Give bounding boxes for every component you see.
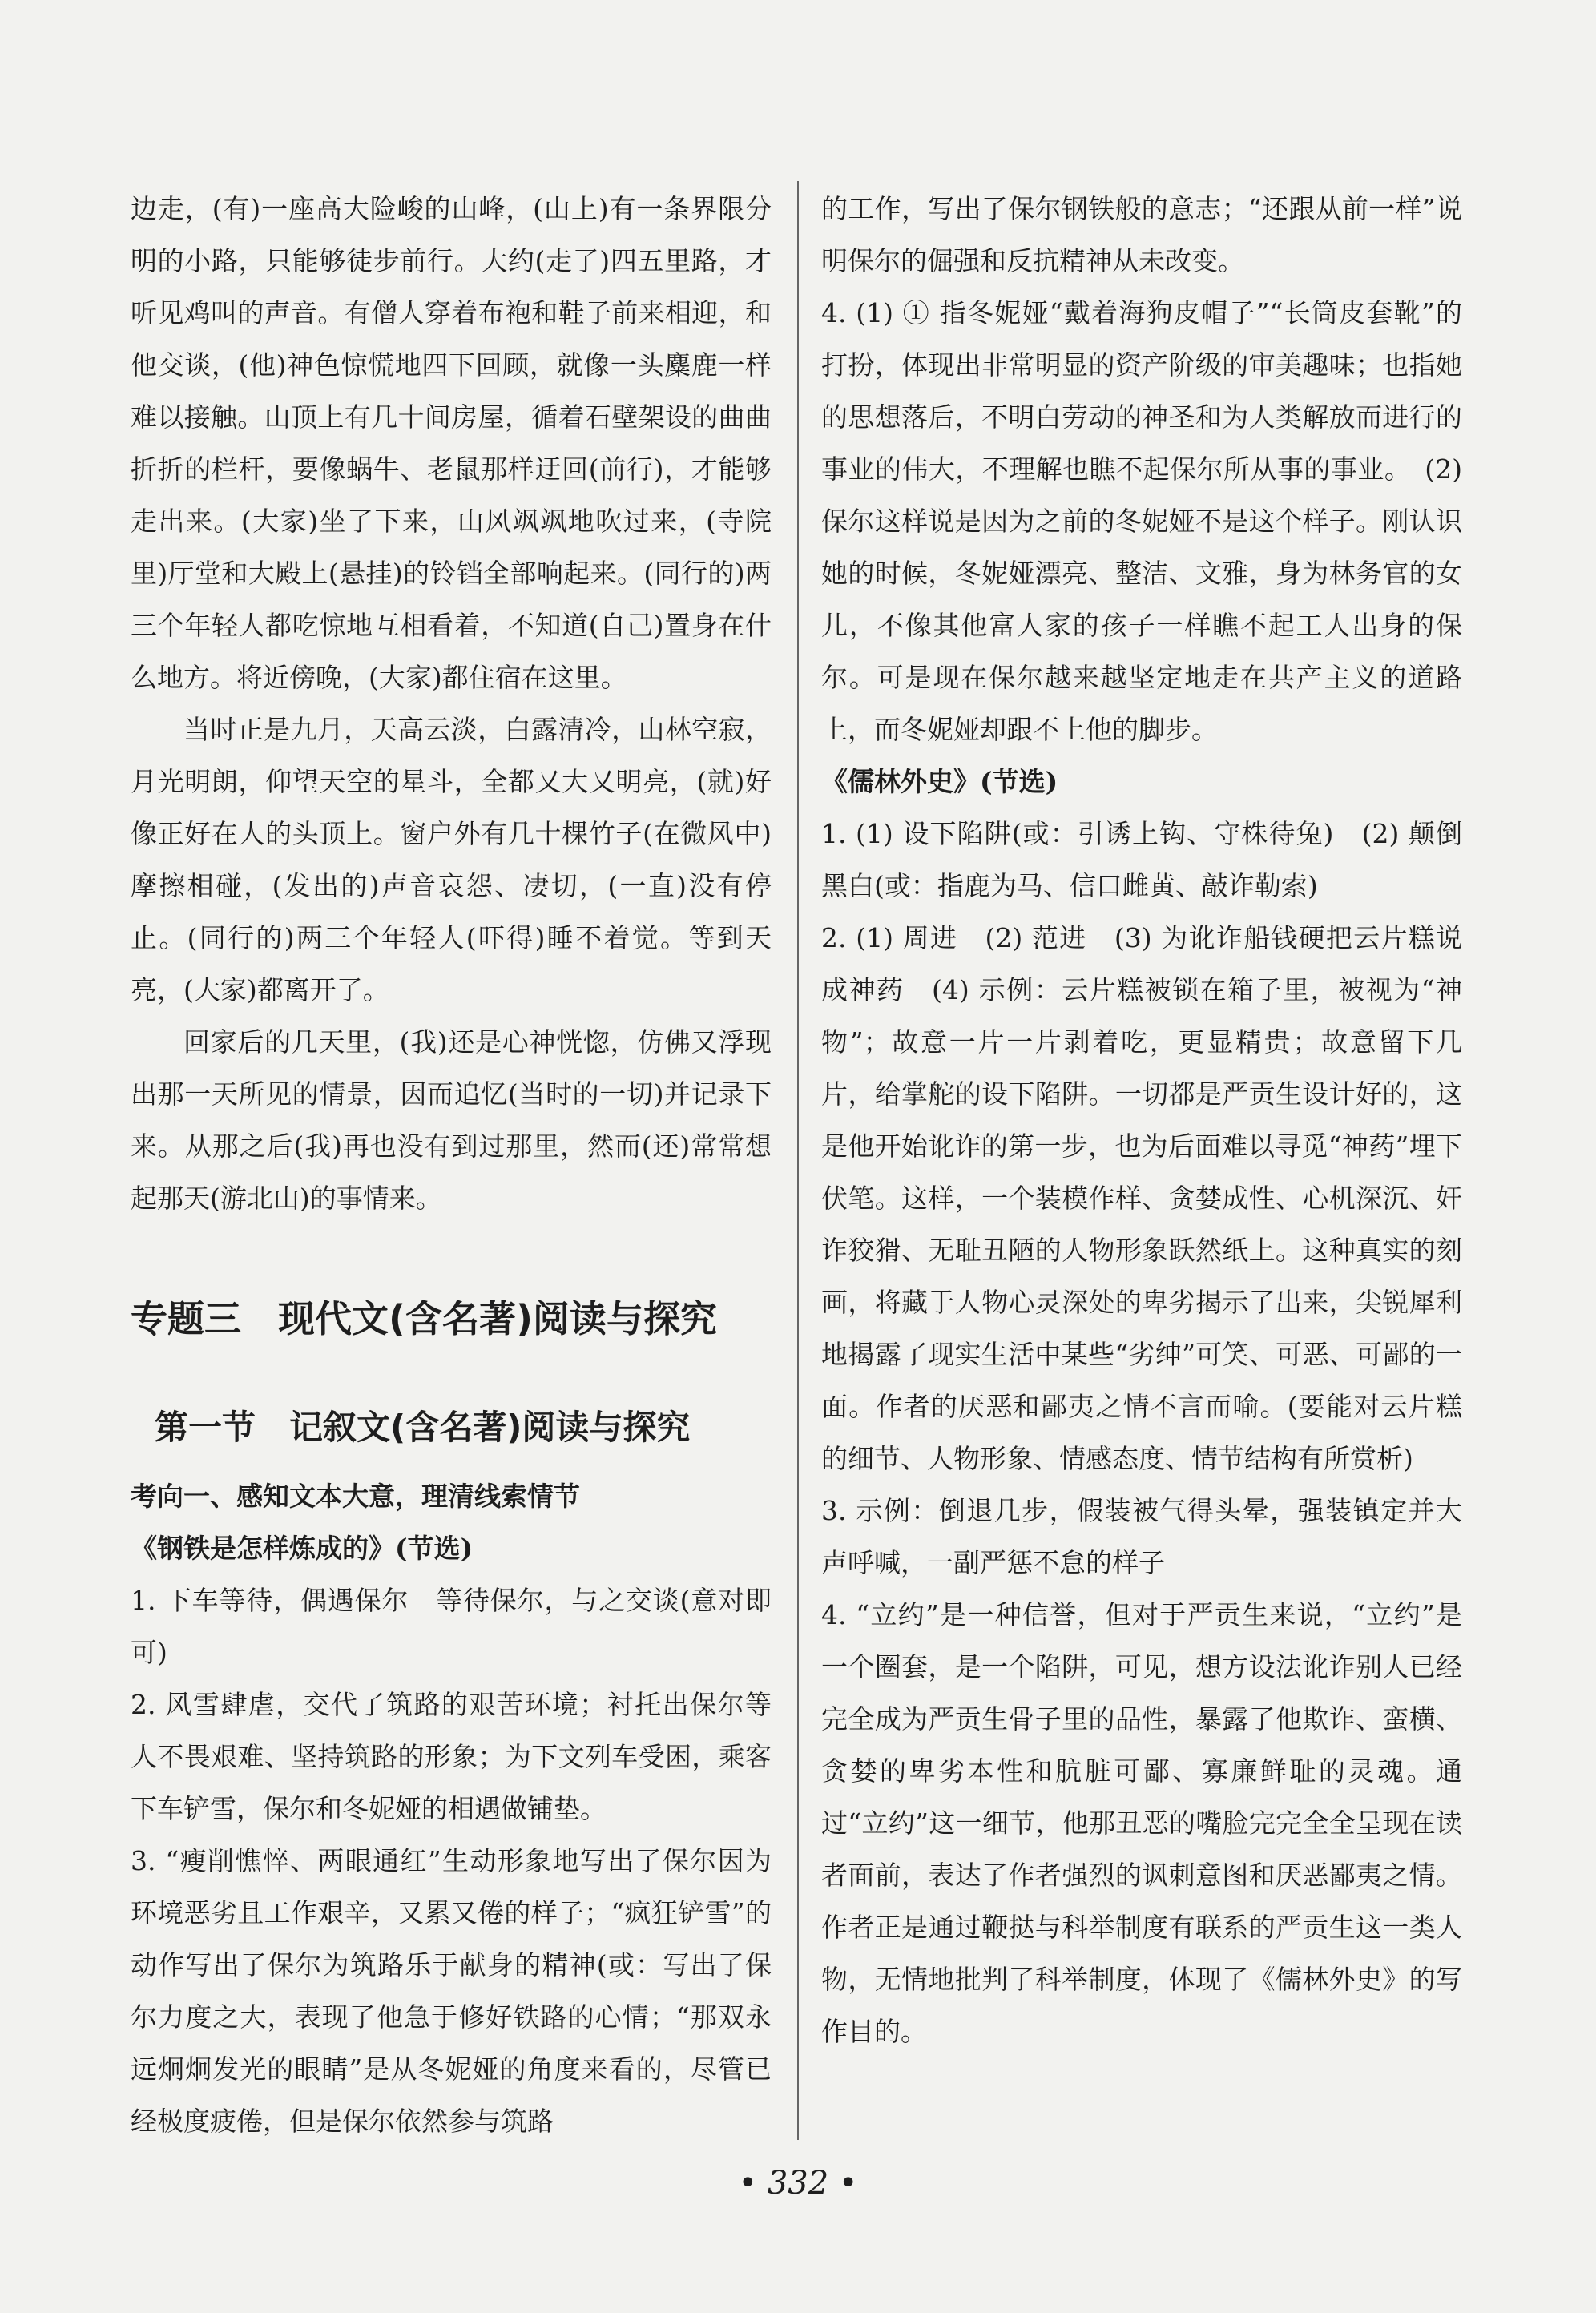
rulin-answer-3: 3. 示例：倒退几步，假装被气得头晕，强装镇定并大声呼喊，一副严惩不怠的样子 bbox=[821, 1495, 1462, 1578]
section-title: 第一节 记叙文(含名著)阅读与探究 bbox=[155, 1408, 691, 1447]
work-heading-gangtie: 《钢铁是怎样炼成的》(节选) bbox=[131, 1533, 474, 1564]
answer-3-continued: 的工作，写出了保尔钢铁般的意志；“还跟从前一样”说明保尔的倔强和反抗精神从未改变。 bbox=[821, 193, 1462, 276]
rulin-answer-4: 4. “立约”是一种信誉，但对于严贡生来说，“立约”是一个圈套，是一个陷阱，可见，想方设法讹诈别人已经完全成为严贡生骨子里的品性，暴露了他欺诈、蛮横、贪婪的卑劣本性和肮脏可鄙、寡廉鲜耻的灵魂。通过“立约”这一细节，他那丑恶的嘴脸完完全全呈现在读者面前，表达了作者强烈的讽刺意图和厌恶鄙夷之情。作者正是通过鞭挞与科举制度有联系的严贡生这一类人物，无情地批判了科举制度，体现了《儒林外史》的写作目的。 bbox=[821, 1599, 1462, 2047]
column-divider bbox=[797, 181, 799, 2140]
answer-4: 4. (1) ① 指冬妮娅“戴着海狗皮帽子”“长筒皮套靴”的打扮，体现出非常明显的资产阶级的审美趣味；也指她的思想落后，不明白劳动的神圣和为人类解放而进行的事业的伟大，不理解也瞧不起保尔所从事的事业。 (2) 保尔这样说是因为之前的冬妮娅不是这个样子。刚认识她的时候，冬妮娅漂亮、整洁、文雅，身为林务官的女儿，不像其他富人家的孩子一样瞧不起工人出身的保尔。可是现在保尔越来越坚定地走在共产主义的道路上，而冬妮娅却跟不上他的脚步。 bbox=[821, 297, 1462, 745]
translation-paragraph-3: 回家后的几天里，(我)还是心神恍惚，仿佛又浮现出那一天所见的情景，因而追忆(当时的一切)并记录下来。从那之后(我)再也没有到过那里，然而(还)常常想起那天(游北山)的事情来。 bbox=[131, 1026, 772, 1214]
rulin-answer-1: 1. (1) 设下陷阱(或：引诱上钩、守株待兔) (2) 颠倒黑白(或：指鹿为马、信口雌黄、敲诈勒索) bbox=[821, 818, 1462, 901]
left-column bbox=[131, 183, 772, 2147]
rulin-answer-2: 2. (1) 周进 (2) 范进 (3) 为讹诈船钱硬把云片糕说成神药 (4) 示例：云片糕被锁在箱子里，被视为“神物”；故意一片一片剥着吃，更显精贵；故意留下几片，给掌舵的设下陷阱。一切都是严贡生设计好的，这是他开始讹诈的第一步，也为后面难以寻觅“神药”埋下伏笔。这样，一个装模作样、贪婪成性、心机深沉、奸诈狡猾、无耻丑陋的人物形象跃然纸上。这种真实的刻画，将藏于人物心灵深处的卑劣揭示了出来，尖锐犀利地揭露了现实生活中某些“劣绅”可笑、可恶、可鄙的一面。作者的厌恶和鄙夷之情不言而喻。(要能对云片糕的细节、人物形象、情感态度、情节结构有所赏析) bbox=[821, 922, 1462, 1474]
right-column bbox=[821, 183, 1462, 2057]
page-number: • 332 • bbox=[738, 2165, 858, 2202]
answer-3: 3. “瘦削憔悴、两眼通红”生动形象地写出了保尔因为环境恶劣且工作艰辛，又累又倦的样子；“疯狂铲雪”的动作写出了保尔为筑路乐于献身的精神(或：写出了保尔力度之大，表现了他急于修好铁路的心情；“那双永远炯炯发光的眼睛”是从冬妮娅的角度来看的，尽管已经极度疲倦，但是保尔依然参与筑路 bbox=[131, 1845, 772, 2137]
work-heading-rulin: 《儒林外史》(节选) bbox=[821, 766, 1058, 797]
chapter-title: 专题三 现代文(含名著)阅读与探究 bbox=[131, 1297, 718, 1340]
translation-paragraph-1: 边走，(有)一座高大险峻的山峰，(山上)有一条界限分明的小路，只能够徒步前行。大约(走了)四五里路，才听见鸡叫的声音。有僧人穿着布袍和鞋子前来相迎，和他交谈，(他)神色惊慌地四下回顾，就像一头麋鹿一样难以接触。山顶上有几十间房屋，循着石壁架设的曲曲折折的栏杆，要像蜗牛、老鼠那样迂回(前行)，才能够走出来。(大家)坐了下来，山风飒飒地吹过来，(寺院里)厅堂和大殿上(悬挂)的铃铛全部响起来。(同行的)两三个年轻人都吃惊地互相看着，不知道(自己)置身在什么地方。将近傍晚，(大家)都住宿在这里。 bbox=[131, 193, 772, 693]
topic-heading: 考向一、感知文本大意，理清线索情节 bbox=[131, 1481, 580, 1512]
answer-1: 1. 下车等待，偶遇保尔 等待保尔，与之交谈(意对即可) bbox=[131, 1585, 772, 1668]
answer-2: 2. 风雪肆虐，交代了筑路的艰苦环境；衬托出保尔等人不畏艰难、坚持筑路的形象；为下文列车受困，乘客下车铲雪，保尔和冬妮娅的相遇做铺垫。 bbox=[131, 1689, 772, 1824]
translation-paragraph-2: 当时正是九月，天高云淡，白露清冷，山林空寂，月光明朗，仰望天空的星斗，全都又大又明亮，(就)好像正好在人的头顶上。窗户外有几十棵竹子(在微风中)摩擦相碰，(发出的)声音哀怨、凄切，(一直)没有停止。(同行的)两三个年轻人(吓得)睡不着觉。等到天亮，(大家)都离开了。 bbox=[131, 714, 772, 1005]
